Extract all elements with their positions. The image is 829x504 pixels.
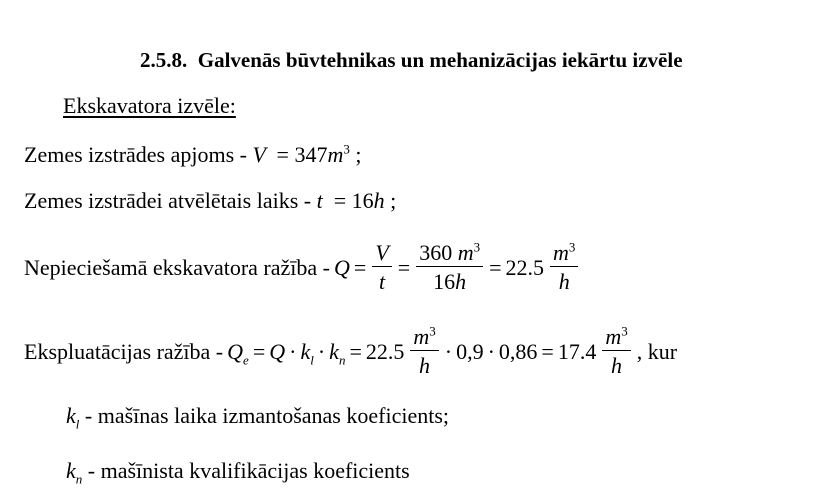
volume-end: ; [355,142,362,167]
time-end: ; [390,188,397,213]
operational-coef2: 0,86 [498,339,538,364]
operational-k1-letter: k [300,339,311,364]
definition-k-n-symbol: k [66,458,76,483]
operational-symbol-letter: Q [227,339,244,364]
operational-factor-q: Q [269,339,286,364]
capacity-label: Nepieciešamā ekskavatora ražība - [24,255,330,280]
subsection-title: Ekskavatora izvēle: [63,93,236,118]
capacity-frac1-numerator: V [372,239,391,268]
time-formula: t = 16h [316,188,385,213]
operational-value-unit [410,323,438,381]
operational-symbol-sub: e [243,352,249,368]
operational-tail: , kur [636,339,678,364]
capacity-frac2-num-value: 360 [419,239,453,265]
definition-k-l-text: - mašīnas laika izmantošanas koeficients; [84,403,449,428]
capacity-result-unit-den: h [558,269,570,295]
capacity-frac1-denominator: t [378,269,386,295]
volume-value: 347 [294,142,328,167]
time-symbol: t [316,188,323,213]
operational-result: 17.4 [557,339,597,364]
time-value: 16 [351,188,374,213]
capacity-frac2-den-unit: h [455,269,467,295]
volume-line [24,141,362,167]
capacity-result-unit-num: m [553,239,569,265]
capacity-fraction-values [416,239,483,297]
capacity-line: Nepieciešamā ekskavatora ražība - Q = $\frac{V}{t}$ = $\frac{360 m^3}{16h}$ = 22.5 $\frac{m^3}{h}$ [24,236,580,300]
operational-label: Ekspluatācijas ražība - [24,339,224,364]
capacity-frac2-num-exp: 3 [473,239,481,255]
definition-k-n-text: - mašīnista kvalifikācijas koeficients [87,458,410,483]
operational-result-unit-exp: 3 [621,323,628,339]
capacity-result-unit [550,239,578,297]
operational-line: Ekspluatācijas ražība - $Q_e$ = Q · $k_l$ · $k_n$ = 22.5 $\frac{m^3}{h}$ · 0,9 · 0,86 = 17.4 $\frac{m^3}{h}$ , kur [24,320,677,384]
operational-kn-sub: n [338,352,346,368]
time-label: Zemes izstrādei atvēlētais laiks - [24,188,312,213]
capacity-frac2-den-value: 16 [433,269,456,295]
section-number: 2.5.8. [140,48,188,72]
volume-unit: m [327,142,344,167]
operational-result-unit-num: m [605,323,622,349]
capacity-symbol: Q [334,255,350,280]
capacity-result: 22.5 [505,255,544,280]
operational-unit-exp: 3 [429,323,436,339]
volume-symbol: V [252,142,266,167]
definition-k-l-symbol: k [66,403,76,428]
operational-result-unit-den: h [611,353,623,379]
capacity-frac2-num-unit: m [457,239,474,265]
volume-label: Zemes izstrādes apjoms - [24,142,247,167]
operational-coef1: 0,9 [456,339,484,364]
operational-unit-num: m [413,323,430,349]
operational-kn [329,339,346,368]
operational-kn-letter: k [329,339,339,364]
section-title: Galvenās būvtehnikas un mehanizācijas iekārtu izvēle [197,48,683,72]
volume-formula: $V = 347m^3$ [252,141,350,167]
operational-k1 [300,339,314,368]
operational-unit-den: h [419,353,431,379]
volume-unit-exponent: 3 [343,141,350,157]
operational-value: 22.5 [365,339,405,364]
definition-k-l [66,403,449,432]
definition-k-l-sub: l [75,416,80,432]
operational-symbol [227,339,249,368]
capacity-fraction-vt [372,239,391,297]
capacity-result-unit-exp: 3 [568,239,576,255]
operational-result-unit [602,323,630,381]
definition-k-n [66,458,410,487]
section-heading [140,50,683,71]
definition-k-n-sub: n [75,471,83,487]
time-line [24,190,396,212]
time-unit: h [373,188,385,213]
operational-k1-sub: l [310,352,314,368]
